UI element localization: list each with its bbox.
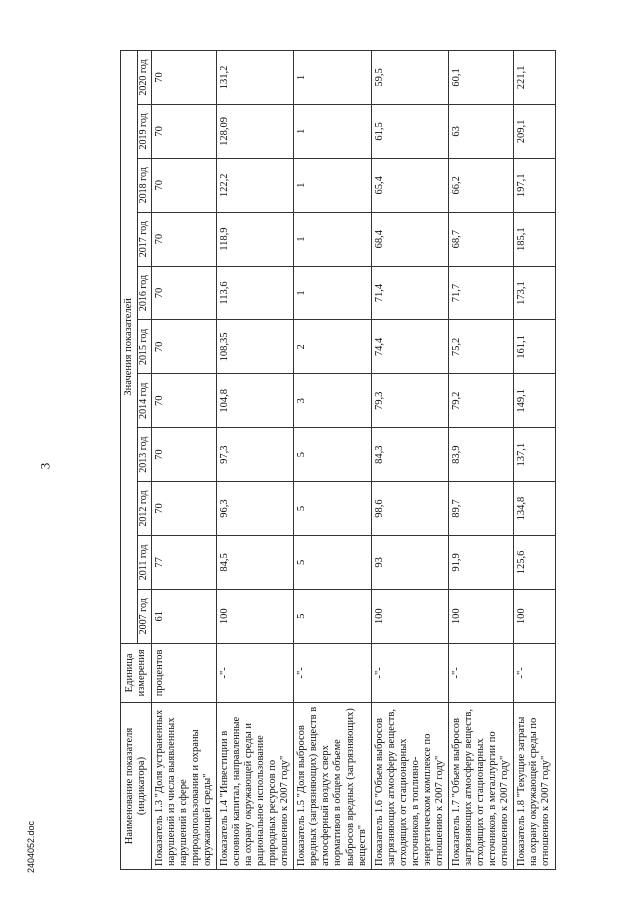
value-cell: 61,5 — [371, 104, 448, 158]
header-year: 2007 год — [138, 589, 152, 643]
value-cell: 221,1 — [514, 51, 555, 105]
value-cell: 149,1 — [514, 374, 555, 428]
unit-cell: -"- — [371, 643, 448, 702]
value-cell: 113,6 — [216, 266, 293, 320]
table-header-row-1 — [121, 51, 138, 870]
indicator-name-cell: Показатель 1.8 "Текущие затраты на охрану окружающей среды по отношению к 2007 году" — [514, 702, 555, 869]
header-year: 2018 год — [138, 158, 152, 212]
value-cell: 161,1 — [514, 320, 555, 374]
value-cell: 93 — [371, 535, 448, 589]
value-cell: 83,9 — [449, 428, 514, 482]
value-cell: 65,4 — [371, 158, 448, 212]
header-year: 2014 год — [138, 374, 152, 428]
indicator-name-cell: Показатель 1.3 "Доля устраненных нарушений из числа выявленных нарушений в сфере природопользования и охраны окружающей среды" — [151, 702, 216, 869]
value-cell: 70 — [151, 212, 216, 266]
value-cell: 60,1 — [449, 51, 514, 105]
header-year: 2015 год — [138, 320, 152, 374]
header-year: 2019 год — [138, 104, 152, 158]
indicators-table — [120, 50, 556, 870]
value-cell: 118,9 — [216, 212, 293, 266]
value-cell: 100 — [216, 589, 293, 643]
unit-cell: -"- — [294, 643, 371, 702]
indicator-name-cell: Показатель 1.7 "Объем выбросов загрязняющих атмосферу веществ, отходящих от стационарных источников, в металлургии по отношению к 2007 году" — [449, 702, 514, 869]
table-row — [151, 51, 216, 870]
indicator-table-sheet — [120, 50, 620, 870]
indicator-name-cell: Показатель 1.5 "Доля выбросов вредных (загрязняющих) веществ в атмосферный воздух сверх нормативов в общем объеме выбросов вредных (загрязняющих) веществ" — [294, 702, 371, 869]
header-year: 2012 год — [138, 482, 152, 536]
table-row — [216, 51, 293, 870]
value-cell: 100 — [449, 589, 514, 643]
value-cell: 5 — [294, 428, 371, 482]
value-cell: 122,2 — [216, 158, 293, 212]
value-cell: 185,1 — [514, 212, 555, 266]
value-cell: 71,4 — [371, 266, 448, 320]
value-cell: 61 — [151, 589, 216, 643]
value-cell: 79,3 — [371, 374, 448, 428]
value-cell: 70 — [151, 320, 216, 374]
value-cell: 84,5 — [216, 535, 293, 589]
value-cell: 104,8 — [216, 374, 293, 428]
value-cell: 137,1 — [514, 428, 555, 482]
value-cell: 77 — [151, 535, 216, 589]
header-indicator-name: Наименование показателя (индикатора) — [121, 702, 152, 869]
value-cell: 75,2 — [449, 320, 514, 374]
value-cell: 91,9 — [449, 535, 514, 589]
page-number: 3 — [37, 462, 53, 470]
value-cell: 1 — [294, 104, 371, 158]
table-row — [294, 51, 371, 870]
header-values-group: Значения показателей — [121, 51, 138, 644]
value-cell: 59,5 — [371, 51, 448, 105]
value-cell: 63 — [449, 104, 514, 158]
value-cell: 79,2 — [449, 374, 514, 428]
value-cell: 5 — [294, 482, 371, 536]
value-cell: 1 — [294, 212, 371, 266]
header-year: 2020 год — [138, 51, 152, 105]
unit-cell: процентов — [151, 643, 216, 702]
unit-cell: -"- — [514, 643, 555, 702]
indicator-name-cell: Показатель 1.6 "Объем выбросов загрязняющих атмосферу веществ, отходящих от стационарных источников, в топливно-энергетическом комплексе по отношению к 2007 году" — [371, 702, 448, 869]
value-cell: 1 — [294, 51, 371, 105]
header-year: 2017 год — [138, 212, 152, 266]
value-cell: 70 — [151, 266, 216, 320]
unit-cell: -"- — [449, 643, 514, 702]
value-cell: 5 — [294, 589, 371, 643]
value-cell: 108,35 — [216, 320, 293, 374]
value-cell: 209,1 — [514, 104, 555, 158]
value-cell: 68,7 — [449, 212, 514, 266]
value-cell: 173,1 — [514, 266, 555, 320]
table-row — [371, 51, 448, 870]
table-row — [514, 51, 555, 870]
value-cell: 71,7 — [449, 266, 514, 320]
value-cell: 70 — [151, 374, 216, 428]
value-cell: 70 — [151, 104, 216, 158]
header-unit: Единица измерения — [121, 643, 152, 702]
value-cell: 97,3 — [216, 428, 293, 482]
value-cell: 89,7 — [449, 482, 514, 536]
table-row — [449, 51, 514, 870]
header-year: 2011 год — [138, 535, 152, 589]
value-cell: 70 — [151, 51, 216, 105]
value-cell: 2 — [294, 320, 371, 374]
value-cell: 125,6 — [514, 535, 555, 589]
value-cell: 1 — [294, 158, 371, 212]
value-cell: 3 — [294, 374, 371, 428]
value-cell: 1 — [294, 266, 371, 320]
unit-cell: -"- — [216, 643, 293, 702]
value-cell: 68,4 — [371, 212, 448, 266]
value-cell: 96,3 — [216, 482, 293, 536]
value-cell: 70 — [151, 158, 216, 212]
value-cell: 197,1 — [514, 158, 555, 212]
value-cell: 70 — [151, 482, 216, 536]
value-cell: 128,09 — [216, 104, 293, 158]
header-year: 2016 год — [138, 266, 152, 320]
value-cell: 98,6 — [371, 482, 448, 536]
value-cell: 84,3 — [371, 428, 448, 482]
header-year: 2013 год — [138, 428, 152, 482]
rotated-table-area — [120, 50, 620, 870]
value-cell: 70 — [151, 428, 216, 482]
value-cell: 74,4 — [371, 320, 448, 374]
value-cell: 66,2 — [449, 158, 514, 212]
value-cell: 5 — [294, 535, 371, 589]
indicator-name-cell: Показатель 1.4 "Инвестиции в основной капитал, направленные на охрану окружающей среды и рациональное использование природных ресурсов по отношению к 2007 году" — [216, 702, 293, 869]
document-filename-footer: 2404052.doc — [26, 820, 37, 874]
value-cell: 100 — [371, 589, 448, 643]
value-cell: 134,8 — [514, 482, 555, 536]
value-cell: 131,2 — [216, 51, 293, 105]
value-cell: 100 — [514, 589, 555, 643]
